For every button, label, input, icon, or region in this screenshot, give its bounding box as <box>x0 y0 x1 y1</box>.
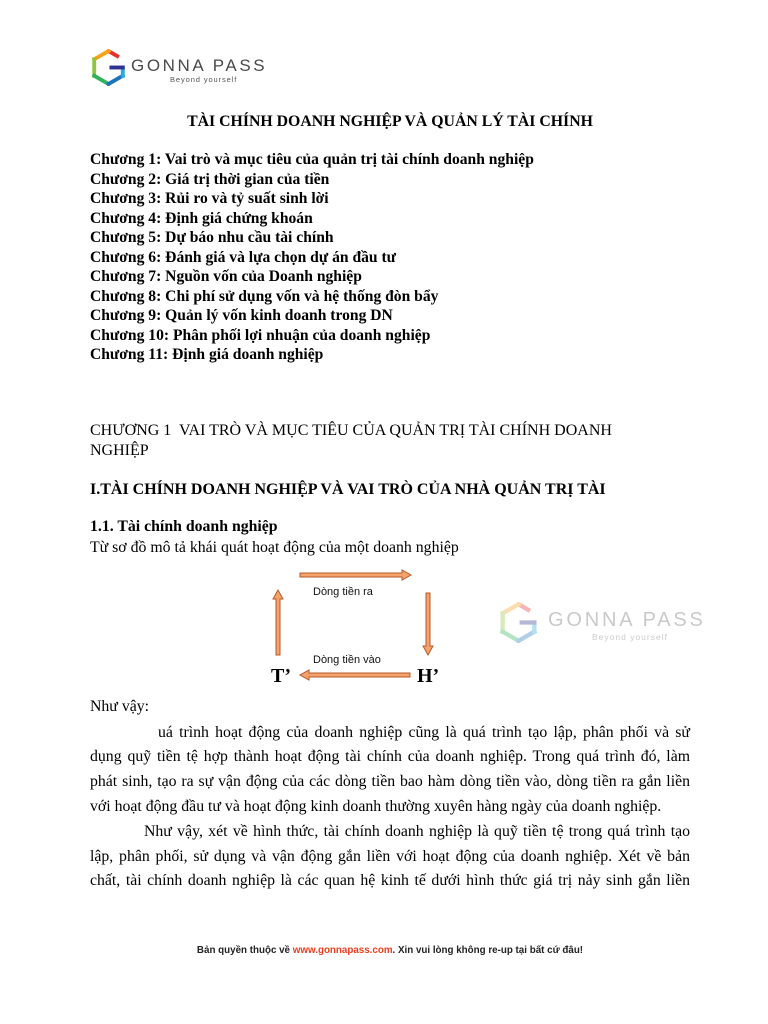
paragraph-1-line-2: dụng quỹ tiền tệ hợp thành hoạt động tài chính của doanh nghiệp. Trong quá trình đó, làm <box>90 748 690 766</box>
subsection-heading: 1.1. Tài chính doanh nghiệp <box>90 518 278 535</box>
table-of-contents <box>90 150 690 365</box>
chapter-heading-line-2: NGHIỆP <box>90 441 149 459</box>
toc-item-chapter-5: Chương 5: Dự báo nhu cầu tài chính <box>90 229 334 246</box>
watermark-brand-name: GONNA PASS <box>548 609 706 631</box>
paragraph-2-line-1: Như vậy, xét về hình thức, tài chính doanh nghiệp là quỹ tiền tệ trong quá trình tạo <box>144 822 690 840</box>
toc-item-chapter-1: Chương 1: Vai trò và mục tiêu của quản trị tài chính doanh nghiệp <box>90 151 534 168</box>
body-lead: Như vậy: <box>90 698 150 715</box>
paragraph-2-line-3: chất, tài chính doanh nghiệp là các quan hệ kinh tế dưới hình thức giá trị nảy sinh gắn liền <box>90 872 690 890</box>
footer-suffix: . Xin vui lòng không re-up tại bất cứ đâu! <box>392 945 584 956</box>
diagram-node-t: T’ <box>271 665 291 687</box>
toc-item-chapter-7: Chương 7: Nguồn vốn của Doanh nghiệp <box>90 268 362 285</box>
watermark-tagline: Beyond yourself <box>592 632 668 642</box>
gonnapass-watermark-icon <box>500 602 537 643</box>
toc-item-chapter-4: Chương 4: Định giá chứng khoán <box>90 209 313 227</box>
section-heading: I.TÀI CHÍNH DOANH NGHIỆP VÀ VAI TRÒ CỦA NHÀ QUẢN TRỊ TÀI <box>90 481 606 498</box>
paragraph-1-line-3: phát sinh, tạo ra sự vận động của các dòng tiền bao hàm dòng tiền vào, dòng tiền ra gắn liền <box>90 773 690 791</box>
gonnapass-logo-icon <box>92 49 125 86</box>
chapter-heading <box>90 421 690 460</box>
toc-item-chapter-10: Chương 10: Phân phối lợi nhuận của doanh nghiệp <box>90 326 431 344</box>
copyright-footer <box>90 944 690 958</box>
arrow-top-right <box>300 570 411 580</box>
diagram-label-outflow: Dòng tiền ra <box>313 586 373 598</box>
paragraph-1-line-1: uá trình hoạt động của doanh nghiệp cũng là quá trình tạo lập, phân phối và sử <box>158 723 690 741</box>
toc-item-chapter-6: Chương 6: Đánh giá và lựa chọn dự án đầu tư <box>90 248 397 266</box>
body-text <box>90 721 690 895</box>
toc-item-chapter-8: Chương 8: Chi phí sử dụng vốn và hệ thống đòn bẩy <box>90 287 439 305</box>
paragraph-2-line-2: lập, phân phối, sử dụng và vận động gắn liền với hoạt động của doanh nghiệp. Xét về bản <box>90 847 690 865</box>
arrow-right-down <box>423 593 433 655</box>
diagram-node-h: H’ <box>417 665 440 687</box>
toc-item-chapter-3: Chương 3: Rủi ro và tỷ suất sinh lời <box>90 190 329 207</box>
paragraph-1-line-4: với hoạt động đầu tư và hoạt động kinh doanh thường xuyên hàng ngày của doanh nghiệp. <box>90 797 662 815</box>
chapter-heading-line-1: CHƯƠNG 1 VAI TRÒ VÀ MỤC TIÊU CỦA QUẢN TRỊ TÀI CHÍNH DOANH <box>90 422 612 439</box>
arrow-bottom-left <box>300 670 410 680</box>
footer-prefix: Bản quyền thuộc về <box>196 945 293 956</box>
toc-item-chapter-9: Chương 9: Quản lý vốn kinh doanh trong DN <box>90 307 393 324</box>
footer-link[interactable]: www.gonnapass.com <box>292 945 393 956</box>
logo-brand-name: GONNA PASS <box>131 56 268 75</box>
arrow-left-up <box>273 590 283 655</box>
toc-item-chapter-11: Chương 11: Định giá doanh nghiệp <box>90 346 324 363</box>
diagram-label-inflow: Dòng tiền vào <box>313 654 381 666</box>
toc-item-chapter-2: Chương 2: Giá trị thời gian của tiền <box>90 170 330 188</box>
logo-tagline: Beyond yourself <box>170 75 238 84</box>
intro-sentence: Từ sơ đồ mô tả khái quát hoạt động của một doanh nghiệp <box>90 539 459 556</box>
document-title: TÀI CHÍNH DOANH NGHIỆP VÀ QUẢN LÝ TÀI CHÍNH <box>187 113 593 130</box>
